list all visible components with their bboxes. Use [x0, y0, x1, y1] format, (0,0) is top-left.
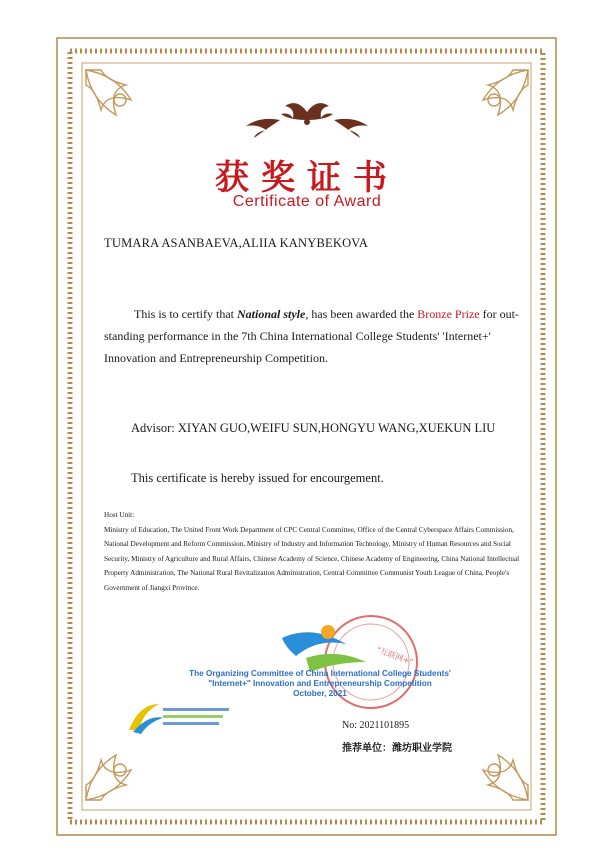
certificate-number: No: 2021101895: [342, 720, 410, 731]
top-ornament-icon: [246, 103, 368, 138]
corner-ornament-icon: [86, 70, 131, 115]
competition-small-logo: [125, 700, 235, 738]
host-label: Host Unit:: [104, 511, 135, 519]
organizing-committee: [150, 669, 490, 699]
statement-part3: for out-standing performance in the 7th China International College Students' 'Internet+' Innovation and Entrepreneurship Competition.: [104, 307, 519, 365]
certificate-title-en: Certificate of Award: [232, 193, 382, 210]
certificate-title-cn: 获奖证书: [215, 158, 399, 198]
statement-part2: , has been awarded the: [305, 307, 418, 321]
committee-line2: "Internet+" Innovation and Entrepreneurship Competition: [208, 679, 432, 688]
committee-date: October, 2021: [293, 689, 347, 698]
svg-text:"互联网+": "互联网+": [375, 645, 415, 667]
host-units-list: Ministry of Education, The United Front Work Department of CPC Central Committee, Office of the Central Cyberspace Affairs Commission, National Development and Reform Commission, Ministry of Industry and Information Technology, Ministry of Human Resources and Social Security, Ministry of Agriculture and Rural Affairs, Chinese Academy of Science, Chinese Academy of Engineering, China National Intellectual Property Administration, The National Rural Revitalization Administration, Central Committee Communist Youth League of China, People's Government of Jiangxi Province.: [104, 525, 520, 592]
project-name: National style: [236, 307, 306, 321]
recommending-unit: 推荐单位：潍坊职业学院: [342, 743, 452, 754]
prize-name: Bronze Prize: [417, 307, 480, 321]
committee-line1: The Organizing Committee of China International College Students': [189, 669, 451, 678]
issued-line: This certificate is hereby issued for encourgement.: [131, 471, 384, 485]
recipient-names: TUMARA ASANBAEVA,ALIIA KANYBEKOVA: [104, 236, 369, 250]
award-statement: [104, 303, 534, 369]
host-units: [104, 508, 524, 595]
statement-part1: This is to certify that: [134, 307, 237, 321]
advisor-line: Advisor: XIYAN GUO,WEIFU SUN,HONGYU WANG,XUEKUN LIU: [131, 421, 496, 435]
